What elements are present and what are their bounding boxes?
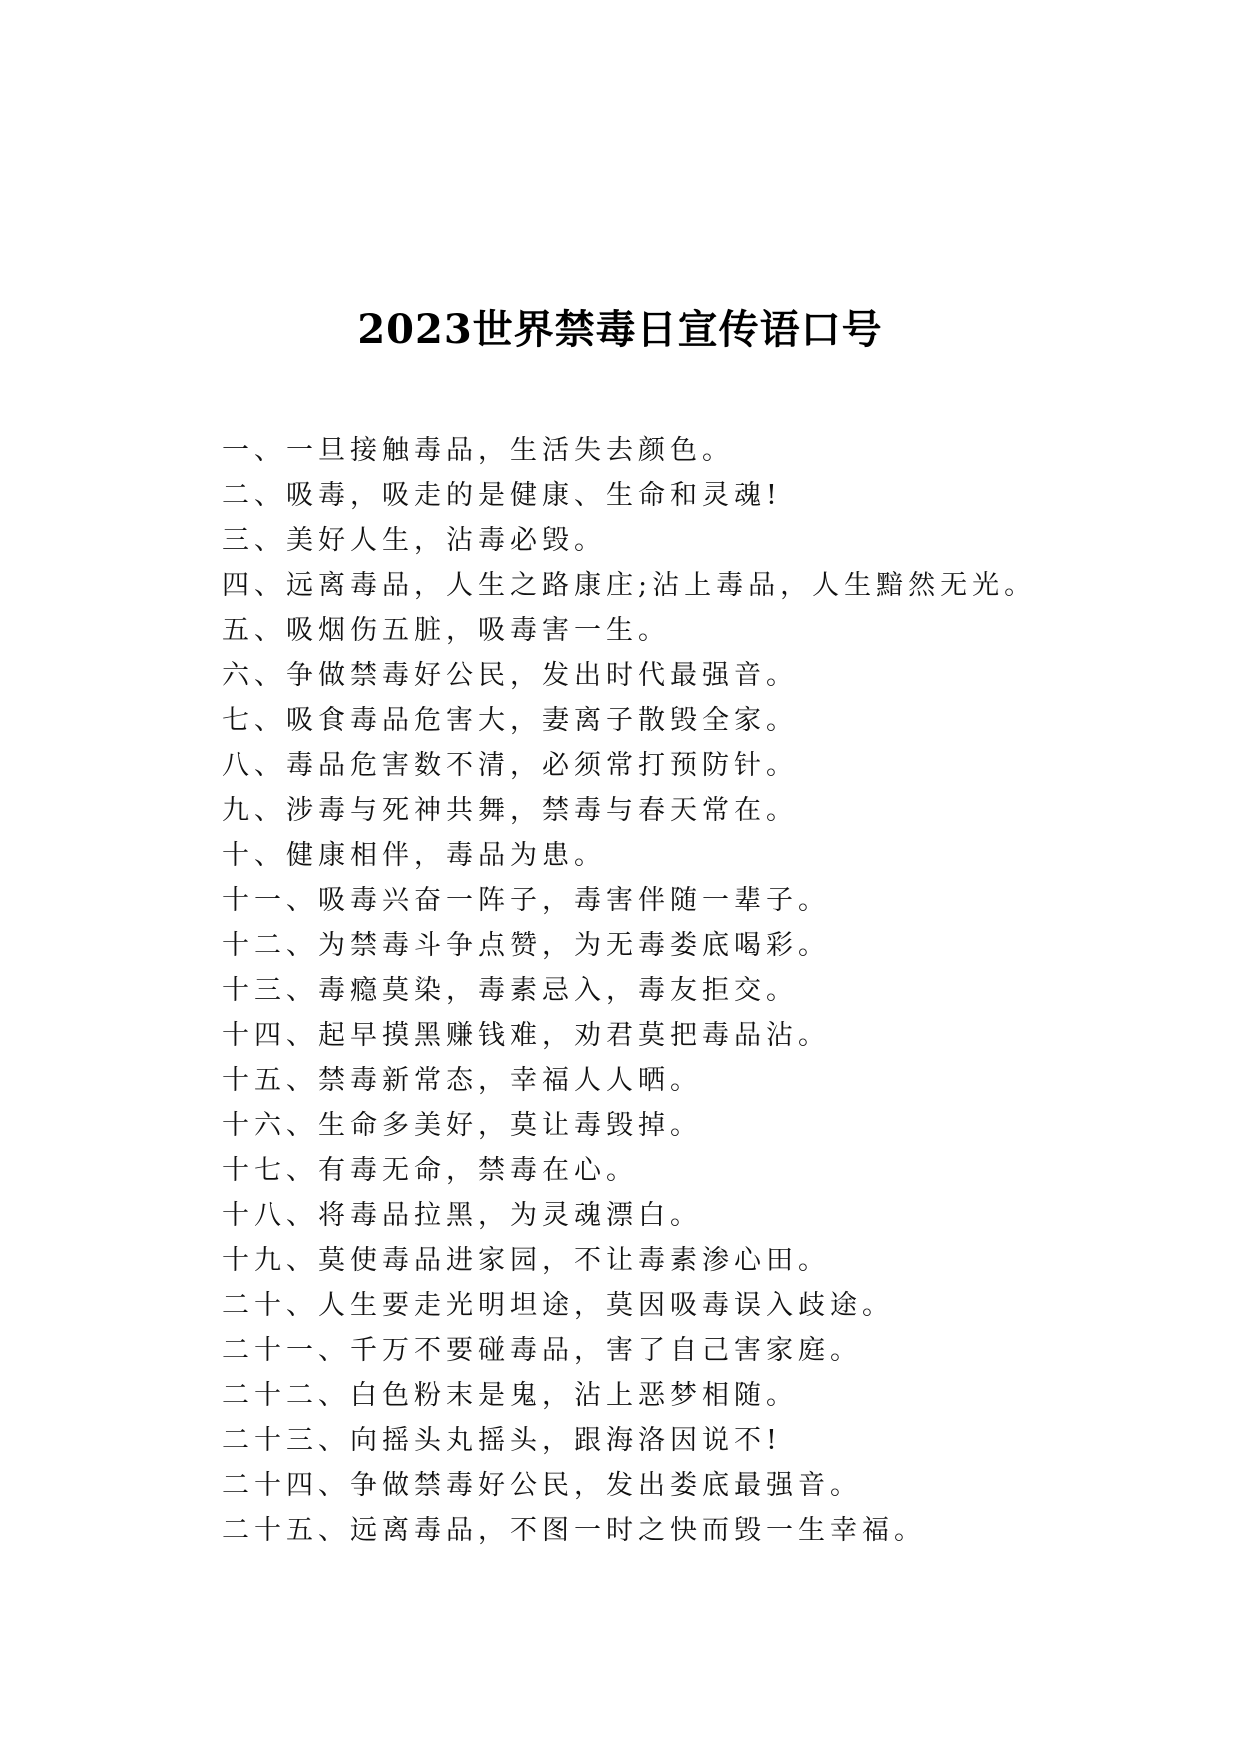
slogan-item: 二十、人生要走光明坦途，莫因吸毒误入歧途。 [222, 1290, 894, 1321]
slogan-item: 十六、生命多美好，莫让毒毁掉。 [222, 1110, 702, 1141]
slogan-item: 十八、将毒品拉黑，为灵魂漂白。 [222, 1200, 702, 1231]
slogan-item: 十四、起早摸黑赚钱难，劝君莫把毒品沾。 [222, 1020, 830, 1051]
slogan-item: 十七、有毒无命，禁毒在心。 [222, 1155, 638, 1186]
slogan-item: 二十三、向摇头丸摇头，跟海洛因说不! [222, 1425, 782, 1456]
slogan-item: 六、争做禁毒好公民，发出时代最强音。 [222, 660, 798, 691]
slogan-item: 三、美好人生，沾毒必毁。 [222, 525, 606, 556]
slogan-item: 二十四、争做禁毒好公民，发出娄底最强音。 [222, 1470, 862, 1501]
slogan-item: 十一、吸毒兴奋一阵子，毒害伴随一辈子。 [222, 885, 830, 916]
slogan-item: 十、健康相伴，毒品为患。 [222, 840, 606, 871]
slogan-item: 十三、毒瘾莫染，毒素忌入，毒友拒交。 [222, 975, 798, 1006]
slogan-item: 二、吸毒，吸走的是健康、生命和灵魂! [222, 480, 782, 511]
slogan-item: 八、毒品危害数不清，必须常打预防针。 [222, 750, 798, 781]
slogan-item: 二十一、千万不要碰毒品，害了自己害家庭。 [222, 1335, 862, 1366]
slogan-item: 五、吸烟伤五脏，吸毒害一生。 [222, 615, 670, 646]
page-title: 2023世界禁毒日宣传语口号 [357, 306, 883, 353]
slogan-list [222, 428, 1222, 1553]
slogan-item: 九、涉毒与死神共舞，禁毒与春天常在。 [222, 795, 798, 826]
slogan-item: 二十二、白色粉末是鬼，沾上恶梦相随。 [222, 1380, 798, 1411]
slogan-item: 七、吸食毒品危害大，妻离子散毁全家。 [222, 705, 798, 736]
slogan-item: 四、远离毒品，人生之路康庄;沾上毒品，人生黯然无光。 [222, 570, 1037, 601]
slogan-item: 一、一旦接触毒品，生活失去颜色。 [222, 435, 734, 466]
slogan-item: 二十五、远离毒品，不图一时之快而毁一生幸福。 [222, 1515, 926, 1546]
slogan-item: 十二、为禁毒斗争点赞，为无毒娄底喝彩。 [222, 930, 830, 961]
slogan-item: 十五、禁毒新常态，幸福人人晒。 [222, 1065, 702, 1096]
slogan-item: 十九、莫使毒品进家园，不让毒素渗心田。 [222, 1245, 830, 1276]
